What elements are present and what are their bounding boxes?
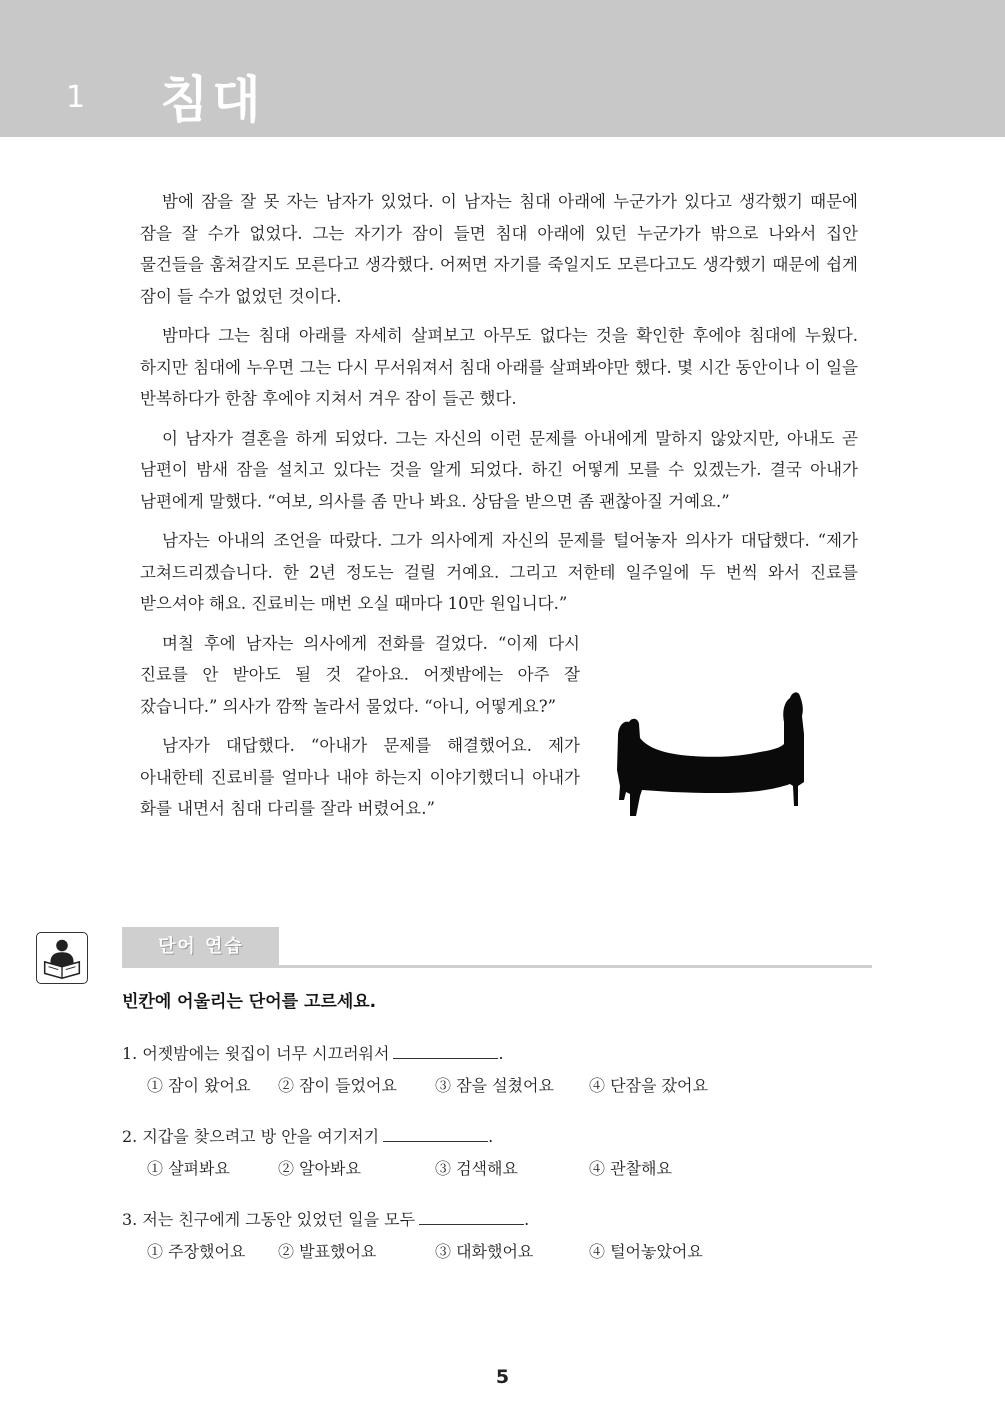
answer-option[interactable]: ③ 대화했어요 [435,1242,534,1261]
section-title: 단어 연습 [122,927,279,966]
answer-option[interactable]: ① 살펴봐요 [147,1159,230,1178]
chapter-title: 침대 [160,71,265,129]
story-paragraph: 남자는 아내의 조언을 따랐다. 그가 의사에게 자신의 문제를 털어놓자 의사가 대답했다. “제가 고쳐드리겠습니다. 한 2년 정도는 걸릴 거예요. 그리고 저한테 일주일에 두 번씩 와서 진료를 받으셔야 해요. 진료비는 매번 오실 때마다 10만 원입니다.” [140,531,858,613]
answer-option[interactable]: ③ 잠을 설쳤어요 [435,1076,554,1095]
question-text: 3. 저는 친구에게 그동안 있었던 일을 모두 [122,1210,416,1229]
section-divider [122,965,872,968]
question-end: . [488,1127,494,1146]
story-paragraph: 밤에 잠을 잘 못 자는 남자가 있었다. 이 남자는 침대 아래에 누군가가 있다고 생각했기 때문에 잠을 잘 수가 없었다. 그는 자기가 잠이 들면 침대 아래에 있던 누군가가 밖으로 나와서 집안 물건들을 훔쳐갈지도 모른다고 생각했다. 어쩌면 자기를 죽일지도 모른다고도 생각했기 때문에 쉽게 잠이 들 수가 없었던 것이다. [140,192,858,306]
question-text: 1. 어젯밤에는 윗집이 너무 시끄러워서 [122,1044,390,1063]
story-paragraph: 이 남자가 결혼을 하게 되었다. 그는 자신의 이런 문제를 아내에게 말하지 않았지만, 아내도 곧 남편이 밤새 잠을 설치고 있다는 것을 알게 되었다. 하긴 어떻게 모를 수 있겠는가. 결국 아내가 남편에게 말했다. “여보, 의사를 좀 만나 봐요. 상담을 받으면 좀 괜찮아질 거예요.” [140,428,858,511]
question-2 [122,1124,493,1147]
page-number: 5 [495,1366,510,1388]
exercise-instruction: 빈칸에 어울리는 단어를 고르세요. [122,992,377,1012]
answer-option[interactable]: ① 잠이 왔어요 [147,1076,251,1095]
story-paragraph: 밤마다 그는 침대 아래를 자세히 살펴보고 아무도 없다는 것을 확인한 후에야 침대에 누웠다. 하지만 침대에 누우면 그는 다시 무서워져서 침대 아래를 살펴봐야만 했다. 몇 시간 동안이나 이 일을 반복하다가 한참 후에야 지쳐서 겨우 잠이 들곤 했다. [140,326,858,408]
chapter-number: 1 [66,80,86,115]
answer-option[interactable]: ② 알아봐요 [278,1159,361,1178]
answer-option[interactable]: ④ 단잠을 잤어요 [589,1076,708,1095]
chapter-header [0,0,1005,137]
answer-option[interactable]: ④ 털어놓았어요 [589,1242,703,1261]
story-paragraph: 남자가 대답했다. “아내가 문제를 해결했어요. 제가 아내한테 진료비를 얼마나 내야 하는지 이야기했더니 아내가 화를 내면서 침대 다리를 잘라 버렸어요.” [140,736,580,818]
answer-option[interactable]: ④ 관찰해요 [589,1159,672,1178]
answer-blank[interactable] [393,1044,498,1059]
answer-blank[interactable] [419,1210,524,1225]
answer-option[interactable]: ② 발표했어요 [278,1242,377,1261]
answer-blank[interactable] [383,1127,488,1142]
answer-option[interactable]: ① 주장했어요 [147,1242,246,1261]
answer-option[interactable]: ③ 검색해요 [435,1159,518,1178]
bed-silhouette-icon [612,690,808,818]
story-paragraph: 며칠 후에 남자는 의사에게 전화를 걸었다. “이제 다시 진료를 안 받아도 될 것 같아요. 어젯밤에는 아주 잘 잤습니다.” 의사가 깜짝 놀라서 물었다. “아니, 어떻게요?” [140,633,580,716]
reading-person-icon [36,932,88,984]
answer-option[interactable]: ② 잠이 들었어요 [278,1076,397,1095]
question-1 [122,1041,504,1064]
question-3 [122,1207,529,1230]
question-text: 2. 지갑을 찾으려고 방 안을 여기저기 [122,1127,380,1146]
question-end: . [524,1210,530,1229]
question-end: . [498,1044,504,1063]
